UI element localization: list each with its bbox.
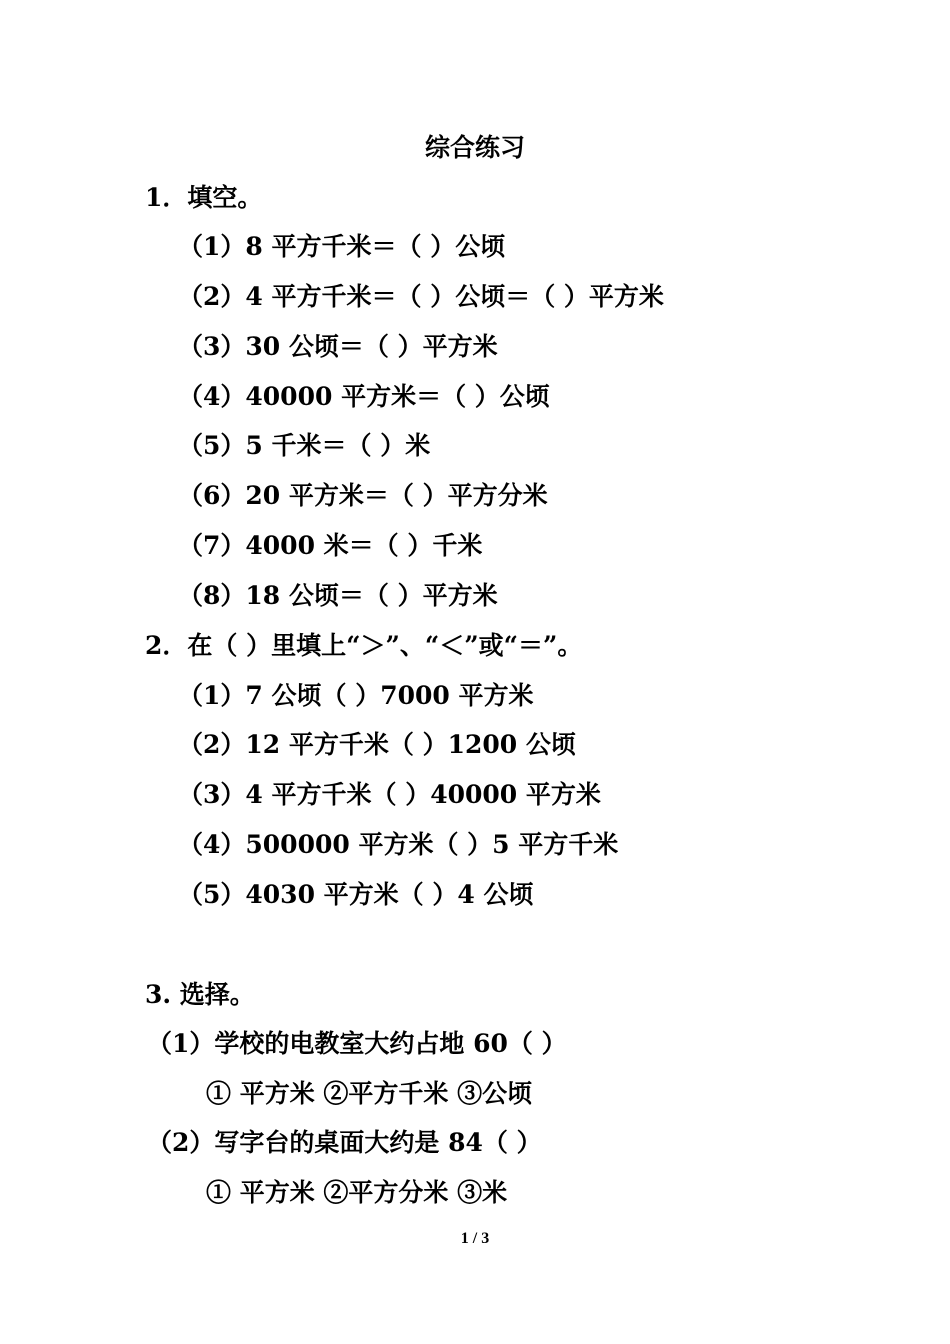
section1-item: （8）18 公顷＝（ ）平方米: [178, 581, 498, 610]
question-1: （1）学校的电教室大约占地 60（ ）: [147, 1029, 567, 1058]
question-1-options: ① 平方米 ②平方千米 ③公顷: [206, 1079, 533, 1108]
section1-item: （2）4 平方千米＝（ ）公顷＝（ ）平方米: [178, 282, 664, 311]
section2-item: （1）7 公顷（ ）7000 平方米: [178, 681, 534, 710]
page-title: 综合练习: [424, 133, 525, 162]
section2-item: （4）500000 平方米（ ）5 平方千米: [178, 830, 619, 859]
page-number: 1 / 3: [460, 1230, 490, 1247]
section2-item: （5）4030 平方米（ ）4 公顷: [178, 880, 534, 909]
section1-item: （1）8 平方千米＝（ ）公顷: [178, 232, 506, 261]
section2-item: （3）4 平方千米（ ）40000 平方米: [178, 780, 601, 809]
question-2-options: ① 平方米 ②平方分米 ③米: [206, 1178, 508, 1207]
section2-item: （2）12 平方千米（ ）1200 公顷: [178, 730, 576, 759]
section1-item: （4）40000 平方米＝（ ）公顷: [178, 382, 550, 411]
section1-item: （5）5 千米＝（ ）米: [178, 431, 431, 460]
section1-item: （3）30 公顷＝（ ）平方米: [178, 332, 498, 361]
section1-item: （6）20 平方米＝（ ）平方分米: [178, 481, 548, 510]
section1-heading: 1．填空。: [145, 183, 263, 212]
question-2: （2）写字台的桌面大约是 84（ ）: [147, 1128, 542, 1157]
section2-heading: 2．在（ ）里填上“＞”、“＜”或“＝”。: [145, 631, 583, 660]
section1-item: （7）4000 米＝（ ）千米: [178, 531, 483, 560]
section3-heading: 3. 选择。: [145, 980, 255, 1009]
